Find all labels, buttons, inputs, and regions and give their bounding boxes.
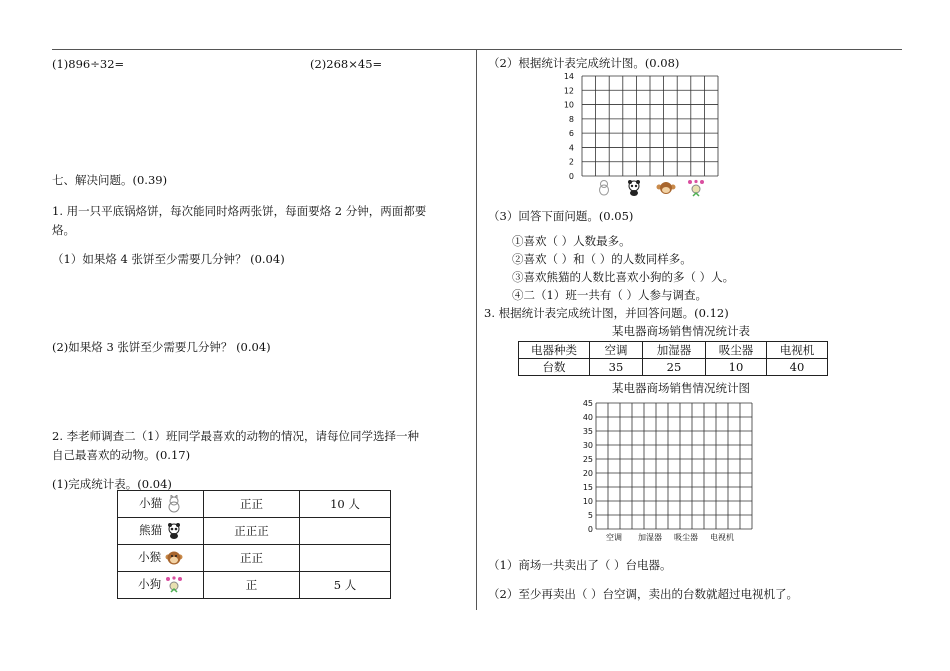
- count-cell: 10 人: [300, 491, 391, 518]
- count-cell: [300, 518, 391, 545]
- y-tick-label: 40: [582, 413, 593, 422]
- table-row: [118, 572, 391, 599]
- table-row: [519, 342, 828, 359]
- top-rule: [52, 49, 902, 50]
- dog-icon: [688, 180, 704, 196]
- y-tick-label: 20: [582, 469, 593, 478]
- answer-3: ③喜欢熊猫的人数比喜欢小狗的多（ ）人。: [512, 270, 735, 284]
- y-tick-label: 6: [568, 129, 574, 139]
- header-cell: 空调: [590, 342, 643, 359]
- panda-icon: [166, 522, 182, 540]
- sales-bar-chart-grid: [570, 397, 760, 549]
- tally-cell: 正: [204, 572, 300, 599]
- y-tick-label: 5: [587, 511, 593, 520]
- answer-1: ①喜欢（ ）人数最多。: [512, 234, 631, 248]
- y-tick-label: 12: [563, 86, 574, 96]
- y-tick-label: 35: [582, 427, 593, 436]
- value-cell: 35: [590, 359, 643, 376]
- table-row: [118, 545, 391, 572]
- cat-icon: [600, 181, 609, 196]
- dog-icon: [165, 576, 183, 594]
- tally-cell: 正正正: [204, 518, 300, 545]
- y-tick-label: 30: [582, 441, 593, 450]
- tally-cell: 正正: [204, 491, 300, 518]
- y-tick-label: 14: [563, 72, 574, 81]
- answer-2: ②喜欢（ ）和（ ）的人数同样多。: [512, 252, 692, 266]
- animal-cell: [118, 572, 204, 599]
- problem-2-line-2: 自己最喜欢的动物。(0.17): [52, 448, 191, 462]
- problem-2-sub-3: （3）回答下面问题。(0.05): [488, 209, 634, 223]
- y-tick-label: 8: [568, 114, 574, 124]
- calc-question-2: (2)268×45=: [310, 57, 383, 71]
- animal-cell: [118, 491, 204, 518]
- value-cell: 40: [767, 359, 828, 376]
- y-tick-label: 0: [587, 525, 593, 534]
- row-label-cell: 台数: [519, 359, 590, 376]
- y-tick-label: 2: [568, 157, 574, 167]
- animal-name: 小狗: [138, 577, 162, 591]
- animal-bar-chart-grid: [560, 70, 720, 202]
- problem-2-sub-1: (1)完成统计表。(0.04): [52, 477, 172, 491]
- table-row: [519, 359, 828, 376]
- calc-question-1: (1)896÷32=: [52, 57, 125, 71]
- x-tick-label: 空调: [606, 533, 622, 542]
- panda-icon: [628, 180, 640, 196]
- header-cell: 电视机: [767, 342, 828, 359]
- x-tick-label: 吸尘器: [674, 533, 698, 542]
- tally-table: [117, 490, 391, 599]
- problem-1-line-1: 1. 用一只平底锅烙饼，每次能同时烙两张饼，每面要烙 2 分钟，两面都要: [52, 204, 427, 218]
- y-tick-label: 10: [582, 497, 593, 506]
- tally-table-wrap: [117, 490, 391, 599]
- value-cell: 25: [643, 359, 706, 376]
- animal-name: 小猫: [139, 496, 163, 510]
- problem-3: 3. 根据统计表完成统计图，并回答问题。(0.12): [484, 306, 729, 320]
- problem-1-sub-2: (2)如果烙 3 张饼至少需要几分钟？ (0.04): [52, 340, 271, 354]
- table-row: [118, 491, 391, 518]
- question-3-1: （1）商场一共卖出了（ ）台电器。: [488, 558, 672, 572]
- answer-4: ④二（1）班一共有（ ）人参与调查。: [512, 288, 707, 302]
- header-cell: 电器种类: [519, 342, 590, 359]
- cat-icon: [166, 495, 182, 513]
- count-cell: 5 人: [300, 572, 391, 599]
- sales-table: [518, 341, 828, 376]
- sales-table-wrap: [518, 341, 828, 376]
- animal-cell: [118, 518, 204, 545]
- y-tick-label: 25: [582, 455, 593, 464]
- problem-1-sub-1: （1）如果烙 4 张饼至少需要几分钟？ (0.04): [52, 252, 285, 266]
- x-tick-label: 加湿器: [638, 533, 662, 542]
- value-cell: 10: [706, 359, 767, 376]
- problem-1-line-2: 烙。: [52, 223, 75, 237]
- animal-cell: [118, 545, 204, 572]
- problem-2-sub-2: （2）根据统计表完成统计图。(0.08): [488, 56, 680, 70]
- y-tick-label: 15: [582, 483, 593, 492]
- monkey-icon: [165, 549, 183, 567]
- animal-name: 熊猫: [139, 523, 163, 537]
- y-tick-label: 45: [582, 399, 593, 408]
- header-cell: 吸尘器: [706, 342, 767, 359]
- problem-2-line-1: 2. 李老师调查二（1）班同学最喜欢的动物的情况，请每位同学选择一种: [52, 429, 419, 443]
- y-tick-label: 4: [568, 143, 574, 153]
- sales-table-title: 某电器商场销售情况统计表: [612, 324, 750, 338]
- sales-chart-title: 某电器商场销售情况统计图: [612, 381, 750, 395]
- animal-name: 小猴: [138, 550, 162, 564]
- table-row: [118, 518, 391, 545]
- tally-cell: 正正: [204, 545, 300, 572]
- question-3-2: （2）至少再卖出（ ）台空调，卖出的台数就超过电视机了。: [488, 587, 798, 601]
- section-heading: 七、解决问题。(0.39): [52, 173, 168, 187]
- column-divider: [476, 50, 477, 610]
- header-cell: 加湿器: [643, 342, 706, 359]
- y-tick-label: 10: [563, 100, 574, 110]
- y-tick-label: 0: [568, 172, 574, 181]
- x-tick-label: 电视机: [710, 533, 734, 542]
- monkey-icon: [657, 182, 676, 194]
- count-cell: [300, 545, 391, 572]
